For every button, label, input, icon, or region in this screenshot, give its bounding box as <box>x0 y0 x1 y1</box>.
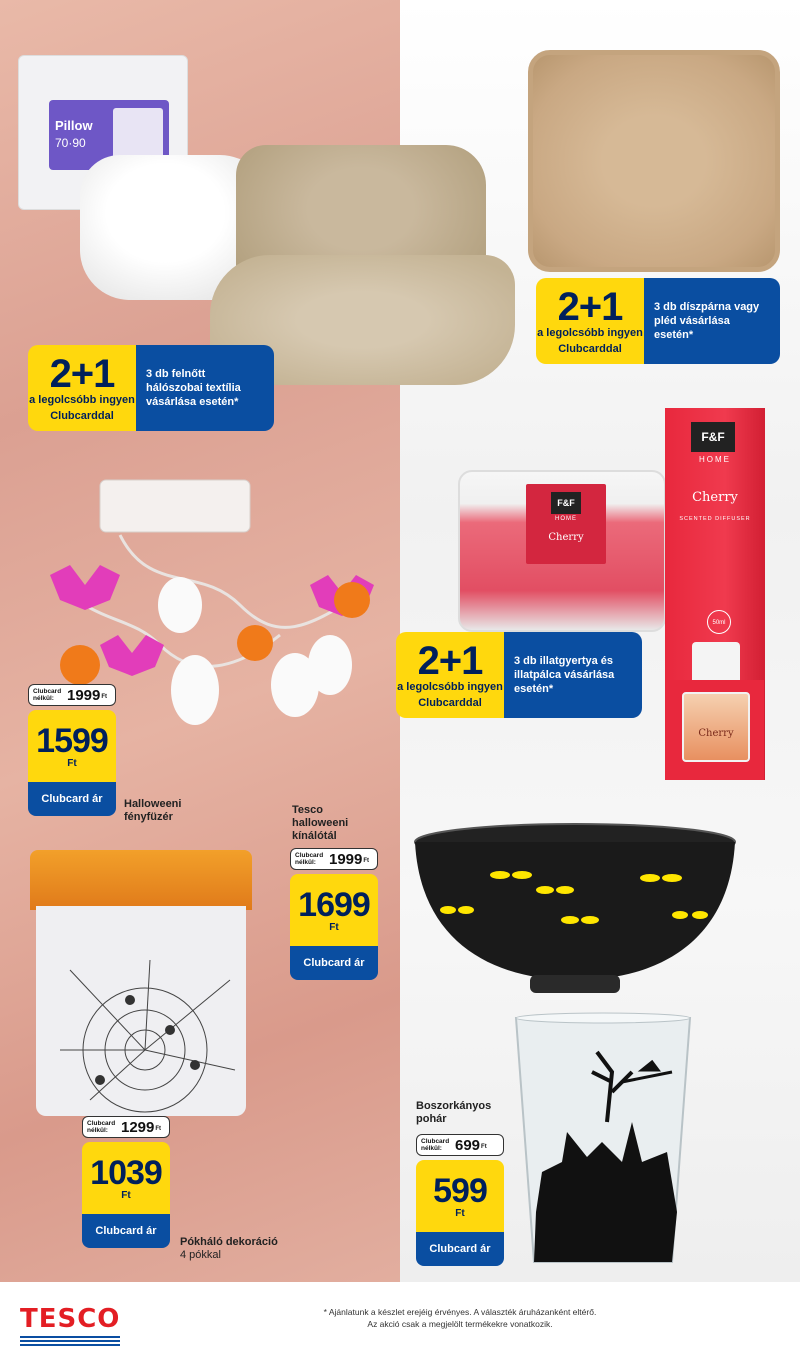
clubcard-price-label: Clubcard ár <box>416 1232 504 1266</box>
regular-price-value: 699 <box>455 1136 481 1154</box>
promo-clubcard: Clubcarddal <box>558 343 622 355</box>
product-name-spider-web-sub: 4 pókkal <box>180 1249 221 1261</box>
promo-condition: 3 db felnőtt hálószobai textília vásárlása esetén* <box>136 345 274 431</box>
price-tag-spider-web <box>82 1116 170 1248</box>
product-name-glass: Boszorkányos pohár <box>416 1100 492 1125</box>
product-name-bowl: Tesco halloweeni kínálótál <box>292 804 349 842</box>
promo-candle <box>396 632 642 718</box>
candle-line: HOME <box>555 516 577 522</box>
diffuser-volume: 50ml <box>707 610 731 634</box>
promo-big: 2+1 <box>49 352 115 396</box>
promo-big: 2+1 <box>417 639 483 683</box>
footer <box>0 1282 800 1366</box>
clubcard-price-value: 1699 <box>298 885 370 924</box>
promo-cushion <box>536 278 780 364</box>
promo-condition: 3 db illatgyertya és illatpálca vásárlása esetén* <box>504 632 642 718</box>
promo-big: 2+1 <box>557 285 623 329</box>
regular-price-currency: Ft <box>363 858 370 864</box>
promo-badge <box>396 632 504 718</box>
regular-price <box>28 684 116 706</box>
clubcard-price-currency: Ft <box>455 1207 465 1219</box>
regular-price <box>290 848 378 870</box>
clubcard-price-currency: Ft <box>329 921 339 933</box>
clubcard-price-currency: Ft <box>121 1189 131 1201</box>
promo-badge <box>536 278 644 364</box>
regular-price-label: Clubcard nélkül: <box>33 688 62 702</box>
regular-price <box>416 1134 504 1156</box>
clubcard-price-currency: Ft <box>67 757 77 769</box>
regular-price-label: Clubcard nélkül: <box>87 1120 116 1134</box>
promo-sub: a legolcsóbb ingyen <box>29 394 135 406</box>
promo-condition: 3 db díszpárna vagy pléd vásárlása esetén* <box>644 278 780 364</box>
clubcard-price-label: Clubcard ár <box>82 1214 170 1248</box>
diffuser-brand: F&F <box>691 422 735 452</box>
disclaimer-line-2: Az akció csak a megjelölt termékekre vonatkozik. <box>367 1319 553 1329</box>
velvet-cushion-image <box>528 50 780 272</box>
regular-price-value: 1999 <box>329 850 363 868</box>
clubcard-price <box>290 874 378 946</box>
diffuser-bottle-scent: Cherry <box>698 728 734 739</box>
spider-web-package-image <box>30 850 252 1120</box>
candle-label <box>526 484 606 564</box>
tesco-logo-word: TESCO <box>20 1304 121 1334</box>
regular-price <box>82 1116 170 1138</box>
promo-bedding <box>28 345 274 431</box>
clubcard-price-value: 1599 <box>36 721 108 760</box>
price-tag-bowl <box>290 848 378 980</box>
diffuser-desc: SCENTED DIFFUSER <box>679 516 751 522</box>
clubcard-price <box>416 1160 504 1232</box>
diffuser-bottle-image <box>664 600 768 780</box>
product-name-spider-web <box>180 1236 300 1262</box>
promo-clubcard: Clubcarddal <box>418 697 482 709</box>
regular-price-currency: Ft <box>101 694 108 700</box>
product-name-lights: Halloweeni fényfüzér <box>124 798 182 823</box>
regular-price-currency: Ft <box>481 1144 487 1150</box>
tesco-logo <box>20 1304 120 1346</box>
clubcard-price-value: 1039 <box>90 1153 162 1192</box>
diffuser-scent: Cherry <box>692 490 738 505</box>
pillow-package-size: 70·90 <box>55 136 86 150</box>
candle-brand: F&F <box>551 492 581 514</box>
promo-clubcard: Clubcarddal <box>50 410 114 422</box>
price-tag-glass <box>416 1134 504 1266</box>
regular-price-label: Clubcard nélkül: <box>421 1138 450 1152</box>
candle-scent: Cherry <box>548 532 584 543</box>
regular-price-label: Clubcard nélkül: <box>295 852 324 866</box>
clubcard-price-label: Clubcard ár <box>28 782 116 816</box>
clubcard-price-label: Clubcard ár <box>290 946 378 980</box>
disclaimer <box>260 1306 660 1330</box>
regular-price-value: 1299 <box>121 1118 155 1136</box>
witch-glass-image <box>512 1012 694 1272</box>
promo-sub: a legolcsóbb ingyen <box>397 681 503 693</box>
promo-badge <box>28 345 136 431</box>
pillow-package-label: Pillow <box>55 118 93 133</box>
regular-price-value: 1999 <box>67 686 101 704</box>
promo-sub: a legolcsóbb ingyen <box>537 327 643 339</box>
scented-candle-image <box>458 470 666 632</box>
disclaimer-line-1: * Ajánlatunk a készlet erejéig érvényes. A választék áruházanként eltérő. <box>323 1307 597 1317</box>
diffuser-line: HOME <box>699 455 731 464</box>
product-name-spider-web-title: Pókháló dekoráció <box>180 1236 278 1248</box>
halloween-bowl-image <box>410 820 740 1000</box>
tesco-logo-stripes <box>20 1336 120 1346</box>
clubcard-price <box>28 710 116 782</box>
regular-price-currency: Ft <box>155 1126 162 1132</box>
clubcard-price <box>82 1142 170 1214</box>
clubcard-price-value: 599 <box>433 1171 487 1210</box>
price-tag-lights <box>28 684 116 816</box>
